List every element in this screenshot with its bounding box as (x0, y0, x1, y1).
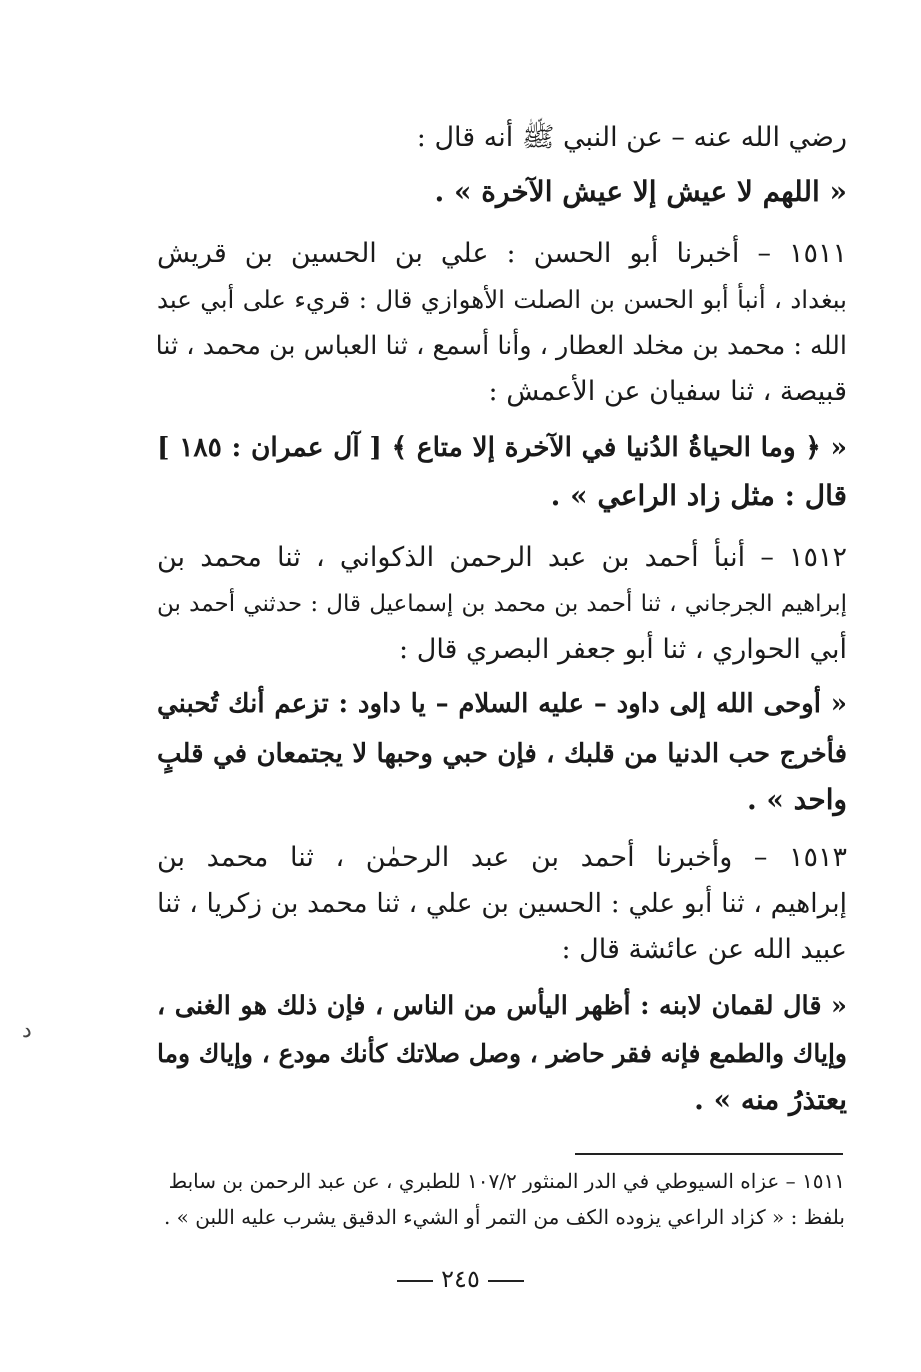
footnote-line: ١٥١١ – عزاه السيوطي في الدر المنثور ١٠٧/٢ للطبري ، عن عبد الرحمن بن سابط (168, 1169, 845, 1193)
page-number-text: ٢٤٥ (441, 1265, 480, 1293)
hadith-text: وإياك والطمع فإنه فقر حاضر ، وصل صلاتك كأنك مودع ، وإياك وما (157, 1039, 847, 1068)
dash-decoration (397, 1280, 433, 1282)
hadith-text: « اللهم لا عيش إلا عيش الآخرة » . (434, 175, 847, 208)
hadith-1512-isnad: ١٥١٢ – أنبأ أحمد بن عبد الرحمن الذكواني ، ثنا محمد بن (157, 542, 847, 573)
footnote-line: بلفظ : « كزاد الراعي يزوده الكف من التمر أو الشيء الدقيق يشرب عليه اللبن » . (163, 1205, 845, 1229)
text-line: إبراهيم الجرجاني ، ثنا أحمد بن محمد بن إسماعيل قال : حدثني أحمد بن (157, 591, 847, 617)
hadith-text: « أوحى الله إلى داود – عليه السلام – يا داود : تزعم أنك تُحبني (157, 689, 847, 719)
hadith-text: قال : مثل زاد الراعي » . (550, 479, 847, 512)
footnote-divider (575, 1153, 843, 1155)
hadith-1513-isnad: ١٥١٣ – وأخبرنا أحمد بن عبد الرحمٰن ، ثنا محمد بن (157, 842, 847, 873)
dash-decoration (488, 1280, 524, 1282)
page-number (0, 1262, 921, 1296)
hadith-text: يعتذرُ منه » . (694, 1083, 847, 1116)
hadith-text: واحد » . (746, 783, 847, 816)
quran-verse-line: « ﴿ وما الحياةُ الدُنيا في الآخرة إلا متاع ﴾ [ آل عمران : ١٨٥ ] (157, 432, 848, 463)
text-line: رضي الله عنه – عن النبي ﷺ أنه قال : (416, 122, 847, 153)
text-line: أبي الحواري ، ثنا أبو جعفر البصري قال : (399, 634, 847, 665)
margin-mark: ﺩ (22, 1018, 32, 1043)
hadith-text: « قال لقمان لابنه : أظهر اليأس من الناس ، فإن ذلك هو الغنى ، (157, 991, 847, 1021)
text-line: قبيصة ، ثنا سفيان عن الأعمش : (488, 376, 847, 407)
hadith-text: فأخرج حب الدنيا من قلبك ، فإن حبي وحبها لا يجتمعان في قلبٍ (157, 739, 847, 769)
text-line: عبيد الله عن عائشة قال : (561, 934, 847, 965)
text-line: ببغداد ، أنبأ أبو الحسن بن الصلت الأهوازي قال : قريء على أبي عبد (157, 285, 847, 314)
hadith-1511-isnad: ١٥١١ – أخبرنا أبو الحسن : علي بن الحسين بن قريش (157, 238, 847, 269)
text-line: الله : محمد بن مخلد العطار ، وأنا أسمع ، ثنا العباس بن محمد ، ثنا (155, 331, 847, 361)
text-line: إبراهيم ، ثنا أبو علي : الحسين بن علي ، ثنا محمد بن زكريا ، ثنا (157, 888, 847, 919)
